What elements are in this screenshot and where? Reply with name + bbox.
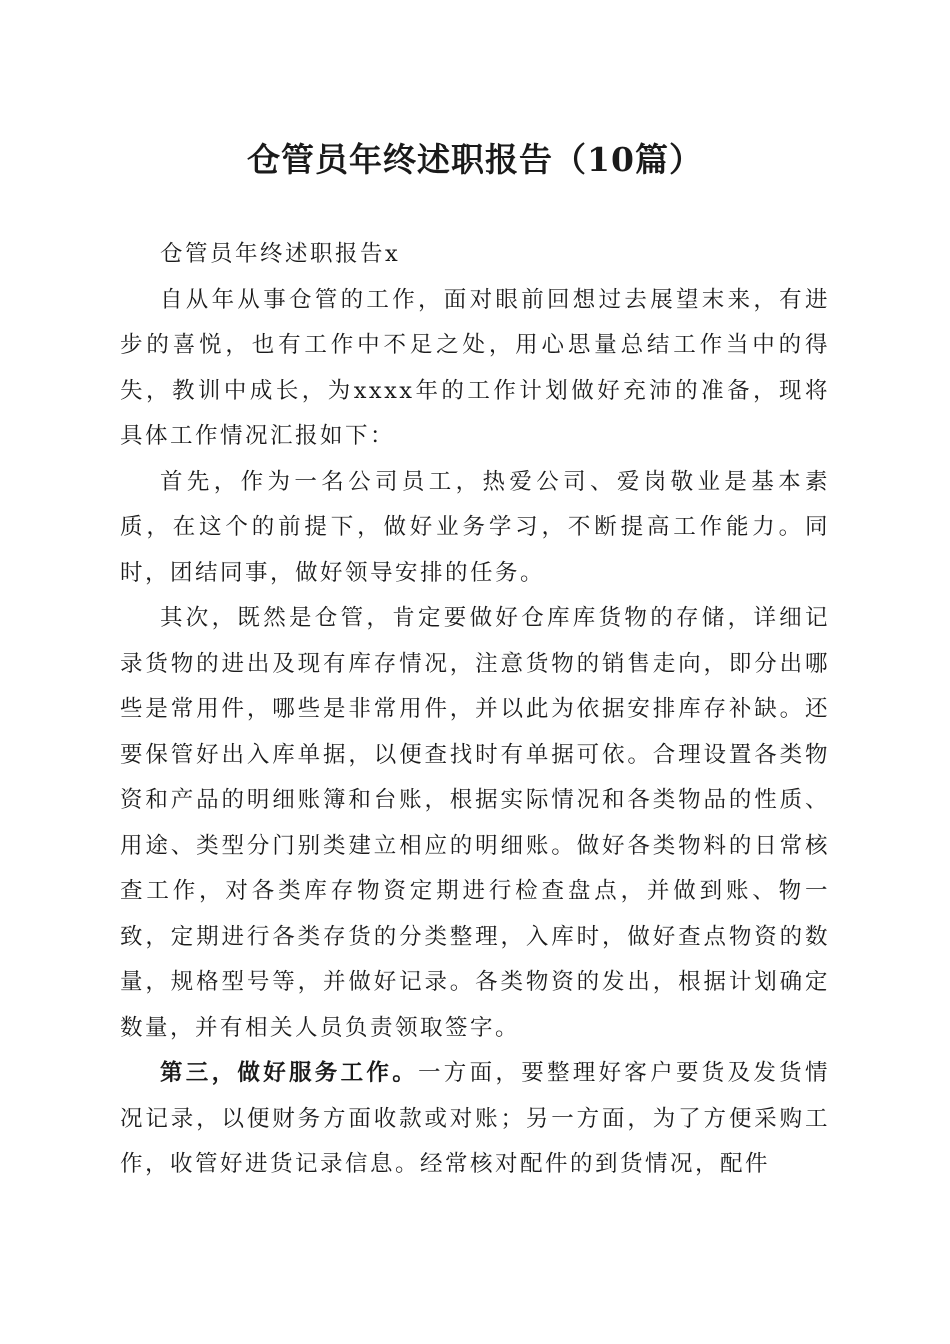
paragraph-first: 首先，作为一名公司员工，热爱公司、爱岗敬业是基本素质，在这个的前提下，做好业务学习，不断提高工作能力。同时，团结同事，做好领导安排的任务。 (120, 468, 830, 586)
paragraph-intro: 自从年从事仓管的工作，面对眼前回想过去展望末来，有进步的喜悦，也有工作中不足之处，用心思量总结工作当中的得失，教训中成长，为xxxx年的工作计划做好充沛的准备，现将具体工作情况汇报如下： (120, 286, 830, 449)
section-subtitle: 仓管员年终述职报告x (160, 241, 401, 267)
paragraph-third (120, 1051, 830, 1188)
paragraph-third-lead: 第三，做好服务工作。 (160, 1060, 418, 1086)
document-title: 仓管员年终述职报告（10篇） (247, 140, 703, 179)
paragraph-second: 其次，既然是仓管，肯定要做好仓库库货物的存储，详细记录货物的进出及现有库存情况，注意货物的销售走向，即分出哪些是常用件，哪些是非常用件，并以此为依据安排库存补缺。还要保管好出入库单据，以便查找时有单据可依。合理设置各类物资和产品的明细账簿和台账，根据实际情况和各类物品的性质、用途、类型分门别类建立相应的明细账。做好各类物料的日常核查工作，对各类库存物资定期进行检查盘点，并做到账、物一致，定期进行各类存货的分类整理，入库时，做好查点物资的数量，规格型号等，并做好记录。各类物资的发出，根据计划确定数量，并有相关人员负责领取签字。 (120, 605, 830, 1041)
paragraph-third-text: 一方面，要整理好客户要货及发货情况记录，以便财务方面收款或对账；另一方面，为了方便采购工作，收管好进货记录信息。经常核对配件的到货情况，配件 (120, 1060, 830, 1177)
document-body (120, 232, 830, 1188)
